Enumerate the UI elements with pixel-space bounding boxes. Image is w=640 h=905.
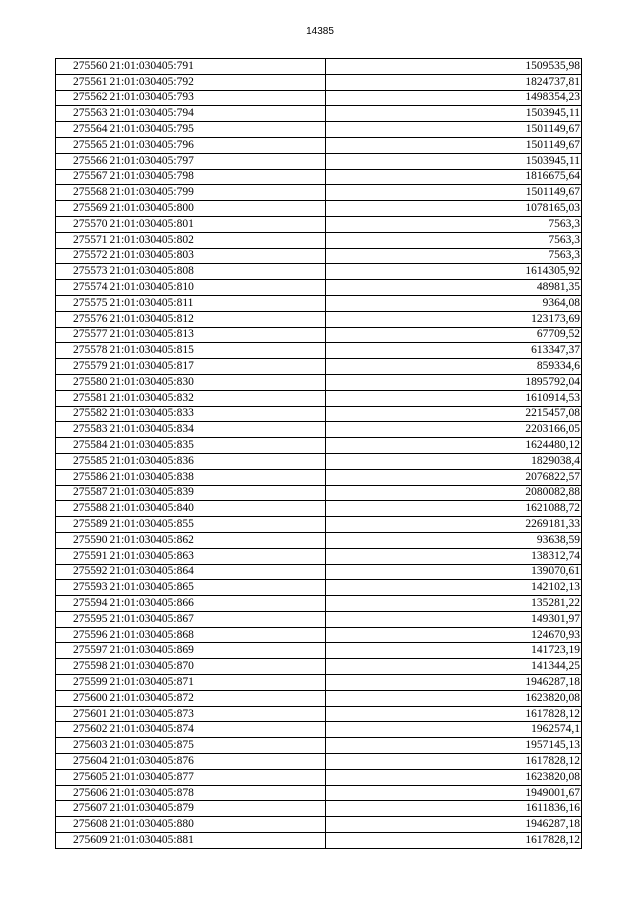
value-cell: 1509535,98 <box>326 59 582 75</box>
row-number-cell: 275591 <box>56 548 109 564</box>
value-cell: 1498354,23 <box>326 90 582 106</box>
cadastral-number-cell: 21:01:030405:867 <box>109 611 326 627</box>
value-cell: 1962574,1 <box>326 722 582 738</box>
value-cell: 7563,3 <box>326 232 582 248</box>
page-number: 14385 <box>306 26 334 37</box>
table-row <box>56 374 582 390</box>
cadastral-number-cell: 21:01:030405:863 <box>109 548 326 564</box>
table-row <box>56 627 582 643</box>
value-cell: 9364,08 <box>326 295 582 311</box>
table-row <box>56 390 582 406</box>
cadastral-number-cell: 21:01:030405:880 <box>109 817 326 833</box>
row-number-cell: 275586 <box>56 469 109 485</box>
table-row <box>56 216 582 232</box>
value-cell: 1949001,67 <box>326 785 582 801</box>
value-cell: 67709,52 <box>326 327 582 343</box>
row-number-cell: 275562 <box>56 90 109 106</box>
row-number-cell: 275583 <box>56 422 109 438</box>
cadastral-number-cell: 21:01:030405:795 <box>109 122 326 138</box>
table-row <box>56 517 582 533</box>
row-number-cell: 275595 <box>56 611 109 627</box>
table-row <box>56 74 582 90</box>
row-number-cell: 275596 <box>56 627 109 643</box>
row-number-cell: 275594 <box>56 596 109 612</box>
table-row <box>56 453 582 469</box>
row-number-cell: 275579 <box>56 359 109 375</box>
table-row <box>56 264 582 280</box>
value-cell: 613347,37 <box>326 343 582 359</box>
table-row <box>56 769 582 785</box>
row-number-cell: 275590 <box>56 532 109 548</box>
table-row <box>56 643 582 659</box>
value-cell: 7563,3 <box>326 248 582 264</box>
value-cell: 124670,93 <box>326 627 582 643</box>
cadastral-number-cell: 21:01:030405:830 <box>109 374 326 390</box>
cadastral-number-cell: 21:01:030405:839 <box>109 485 326 501</box>
value-cell: 1957145,13 <box>326 738 582 754</box>
value-cell: 1895792,04 <box>326 374 582 390</box>
cadastral-number-cell: 21:01:030405:801 <box>109 216 326 232</box>
value-cell: 1078165,03 <box>326 201 582 217</box>
value-cell: 7563,3 <box>326 216 582 232</box>
cadastral-number-cell: 21:01:030405:799 <box>109 185 326 201</box>
cadastral-number-cell: 21:01:030405:874 <box>109 722 326 738</box>
table-row <box>56 548 582 564</box>
cadastral-number-cell: 21:01:030405:815 <box>109 343 326 359</box>
table-row <box>56 833 582 849</box>
value-cell: 1829038,4 <box>326 453 582 469</box>
table-row <box>56 564 582 580</box>
table-row <box>56 801 582 817</box>
cadastral-number-cell: 21:01:030405:876 <box>109 754 326 770</box>
row-number-cell: 275605 <box>56 769 109 785</box>
cadastral-number-cell: 21:01:030405:864 <box>109 564 326 580</box>
value-cell: 2269181,33 <box>326 517 582 533</box>
row-number-cell: 275581 <box>56 390 109 406</box>
row-number-cell: 275569 <box>56 201 109 217</box>
table-row <box>56 153 582 169</box>
value-cell: 2215457,08 <box>326 406 582 422</box>
value-cell: 1503945,11 <box>326 153 582 169</box>
table-row <box>56 722 582 738</box>
value-cell: 1617828,12 <box>326 754 582 770</box>
table-row <box>56 406 582 422</box>
value-cell: 1614305,92 <box>326 264 582 280</box>
row-number-cell: 275587 <box>56 485 109 501</box>
row-number-cell: 275609 <box>56 833 109 849</box>
value-cell: 1501149,67 <box>326 122 582 138</box>
row-number-cell: 275568 <box>56 185 109 201</box>
value-cell: 2203166,05 <box>326 422 582 438</box>
row-number-cell: 275606 <box>56 785 109 801</box>
table-row <box>56 706 582 722</box>
table-row <box>56 248 582 264</box>
cadastral-value-table <box>55 58 582 849</box>
row-number-cell: 275576 <box>56 311 109 327</box>
row-number-cell: 275561 <box>56 74 109 90</box>
table-row <box>56 106 582 122</box>
cadastral-number-cell: 21:01:030405:862 <box>109 532 326 548</box>
row-number-cell: 275598 <box>56 659 109 675</box>
row-number-cell: 275582 <box>56 406 109 422</box>
row-number-cell: 275565 <box>56 137 109 153</box>
cadastral-number-cell: 21:01:030405:855 <box>109 517 326 533</box>
table-row <box>56 485 582 501</box>
cadastral-number-cell: 21:01:030405:812 <box>109 311 326 327</box>
value-cell: 1503945,11 <box>326 106 582 122</box>
value-cell: 135281,22 <box>326 596 582 612</box>
table-row <box>56 201 582 217</box>
cadastral-number-cell: 21:01:030405:808 <box>109 264 326 280</box>
row-number-cell: 275607 <box>56 801 109 817</box>
value-cell: 1610914,53 <box>326 390 582 406</box>
value-cell: 1623820,08 <box>326 690 582 706</box>
row-number-cell: 275608 <box>56 817 109 833</box>
value-cell: 859334,6 <box>326 359 582 375</box>
table-row <box>56 469 582 485</box>
table-row <box>56 438 582 454</box>
table-row <box>56 122 582 138</box>
cadastral-number-cell: 21:01:030405:811 <box>109 295 326 311</box>
value-cell: 1611836,16 <box>326 801 582 817</box>
value-cell: 1617828,12 <box>326 833 582 849</box>
table-row <box>56 59 582 75</box>
cadastral-number-cell: 21:01:030405:791 <box>109 59 326 75</box>
row-number-cell: 275560 <box>56 59 109 75</box>
cadastral-number-cell: 21:01:030405:838 <box>109 469 326 485</box>
cadastral-number-cell: 21:01:030405:866 <box>109 596 326 612</box>
row-number-cell: 275602 <box>56 722 109 738</box>
value-cell: 48981,35 <box>326 280 582 296</box>
table-row <box>56 280 582 296</box>
table-row <box>56 754 582 770</box>
table-row <box>56 90 582 106</box>
cadastral-number-cell: 21:01:030405:877 <box>109 769 326 785</box>
cadastral-number-cell: 21:01:030405:835 <box>109 438 326 454</box>
cadastral-number-cell: 21:01:030405:834 <box>109 422 326 438</box>
row-number-cell: 275597 <box>56 643 109 659</box>
table-row <box>56 611 582 627</box>
row-number-cell: 275573 <box>56 264 109 280</box>
row-number-cell: 275567 <box>56 169 109 185</box>
row-number-cell: 275589 <box>56 517 109 533</box>
row-number-cell: 275580 <box>56 374 109 390</box>
row-number-cell: 275572 <box>56 248 109 264</box>
table-row <box>56 580 582 596</box>
table-row <box>56 738 582 754</box>
cadastral-number-cell: 21:01:030405:792 <box>109 74 326 90</box>
row-number-cell: 275601 <box>56 706 109 722</box>
cadastral-number-cell: 21:01:030405:869 <box>109 643 326 659</box>
value-cell: 2080082,88 <box>326 485 582 501</box>
row-number-cell: 275588 <box>56 501 109 517</box>
cadastral-number-cell: 21:01:030405:871 <box>109 675 326 691</box>
row-number-cell: 275584 <box>56 438 109 454</box>
table-row <box>56 295 582 311</box>
row-number-cell: 275571 <box>56 232 109 248</box>
row-number-cell: 275603 <box>56 738 109 754</box>
cadastral-number-cell: 21:01:030405:797 <box>109 153 326 169</box>
table-row <box>56 501 582 517</box>
value-cell: 142102,13 <box>326 580 582 596</box>
row-number-cell: 275593 <box>56 580 109 596</box>
cadastral-number-cell: 21:01:030405:810 <box>109 280 326 296</box>
table-row <box>56 311 582 327</box>
cadastral-number-cell: 21:01:030405:873 <box>109 706 326 722</box>
cadastral-number-cell: 21:01:030405:817 <box>109 359 326 375</box>
cadastral-number-cell: 21:01:030405:803 <box>109 248 326 264</box>
row-number-cell: 275600 <box>56 690 109 706</box>
row-number-cell: 275599 <box>56 675 109 691</box>
row-number-cell: 275577 <box>56 327 109 343</box>
cadastral-number-cell: 21:01:030405:881 <box>109 833 326 849</box>
value-cell: 1501149,67 <box>326 137 582 153</box>
value-cell: 149301,97 <box>326 611 582 627</box>
value-cell: 1946287,18 <box>326 675 582 691</box>
value-cell: 2076822,57 <box>326 469 582 485</box>
table-body <box>56 59 582 849</box>
row-number-cell: 275563 <box>56 106 109 122</box>
value-cell: 1824737,81 <box>326 74 582 90</box>
value-cell: 141723,19 <box>326 643 582 659</box>
row-number-cell: 275564 <box>56 122 109 138</box>
value-cell: 1816675,64 <box>326 169 582 185</box>
cadastral-number-cell: 21:01:030405:879 <box>109 801 326 817</box>
table-row <box>56 169 582 185</box>
cadastral-number-cell: 21:01:030405:813 <box>109 327 326 343</box>
table-row <box>56 785 582 801</box>
cadastral-number-cell: 21:01:030405:875 <box>109 738 326 754</box>
table-row <box>56 327 582 343</box>
cadastral-number-cell: 21:01:030405:840 <box>109 501 326 517</box>
table-row <box>56 532 582 548</box>
cadastral-number-cell: 21:01:030405:833 <box>109 406 326 422</box>
table-row <box>56 137 582 153</box>
value-cell: 141344,25 <box>326 659 582 675</box>
table-row <box>56 343 582 359</box>
table-row <box>56 659 582 675</box>
row-number-cell: 275574 <box>56 280 109 296</box>
cadastral-number-cell: 21:01:030405:832 <box>109 390 326 406</box>
cadastral-number-cell: 21:01:030405:872 <box>109 690 326 706</box>
row-number-cell: 275566 <box>56 153 109 169</box>
table-row <box>56 359 582 375</box>
table-row <box>56 596 582 612</box>
cadastral-number-cell: 21:01:030405:836 <box>109 453 326 469</box>
cadastral-number-cell: 21:01:030405:870 <box>109 659 326 675</box>
value-cell: 1501149,67 <box>326 185 582 201</box>
row-number-cell: 275592 <box>56 564 109 580</box>
table-row <box>56 185 582 201</box>
value-cell: 1621088,72 <box>326 501 582 517</box>
row-number-cell: 275570 <box>56 216 109 232</box>
cadastral-number-cell: 21:01:030405:800 <box>109 201 326 217</box>
row-number-cell: 275604 <box>56 754 109 770</box>
cadastral-number-cell: 21:01:030405:793 <box>109 90 326 106</box>
value-cell: 1624480,12 <box>326 438 582 454</box>
value-cell: 123173,69 <box>326 311 582 327</box>
table-row <box>56 817 582 833</box>
cadastral-number-cell: 21:01:030405:798 <box>109 169 326 185</box>
cadastral-number-cell: 21:01:030405:802 <box>109 232 326 248</box>
value-cell: 1946287,18 <box>326 817 582 833</box>
table-row <box>56 422 582 438</box>
table-row <box>56 232 582 248</box>
value-cell: 138312,74 <box>326 548 582 564</box>
cadastral-number-cell: 21:01:030405:796 <box>109 137 326 153</box>
table-row <box>56 690 582 706</box>
table-row <box>56 675 582 691</box>
row-number-cell: 275585 <box>56 453 109 469</box>
cadastral-number-cell: 21:01:030405:878 <box>109 785 326 801</box>
cadastral-number-cell: 21:01:030405:794 <box>109 106 326 122</box>
row-number-cell: 275578 <box>56 343 109 359</box>
value-cell: 93638,59 <box>326 532 582 548</box>
value-cell: 1623820,08 <box>326 769 582 785</box>
value-cell: 139070,61 <box>326 564 582 580</box>
cadastral-number-cell: 21:01:030405:868 <box>109 627 326 643</box>
row-number-cell: 275575 <box>56 295 109 311</box>
cadastral-number-cell: 21:01:030405:865 <box>109 580 326 596</box>
value-cell: 1617828,12 <box>326 706 582 722</box>
